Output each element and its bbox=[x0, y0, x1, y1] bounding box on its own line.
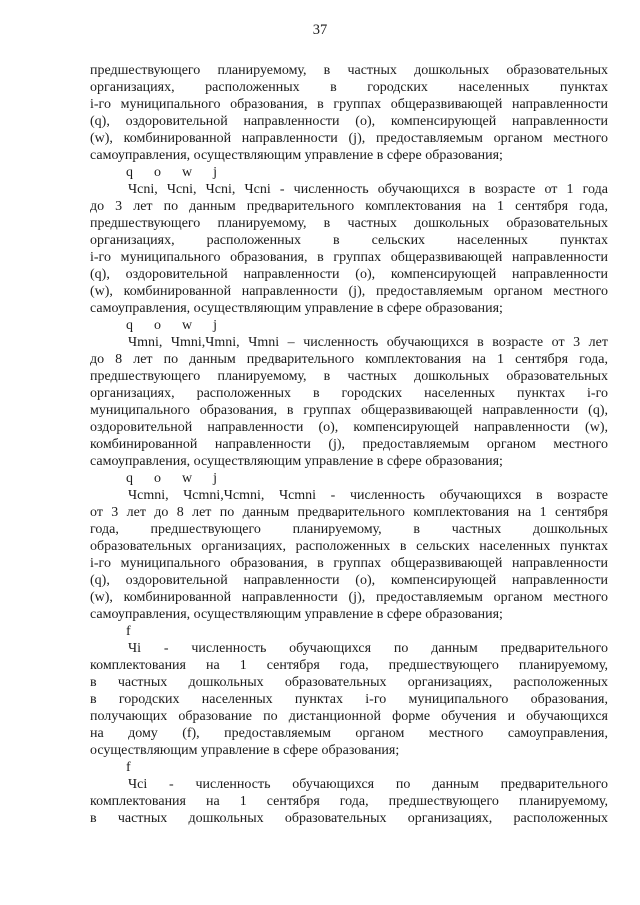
text-line: (w), комбинированной направленности (j), предоставляемым органом местного bbox=[90, 284, 608, 299]
text-line: в частных дошкольных образовательных организациях, расположенных bbox=[90, 811, 608, 826]
text-line: на дому (f), предоставляемым органом местного самоуправления, bbox=[90, 726, 608, 741]
text-line: (q), оздоровительной направленности (o), компенсирующей направленности bbox=[90, 573, 608, 588]
text-line: самоуправления, осуществляющим управление в сфере образования; bbox=[90, 148, 503, 163]
text-line: Чci - численность обучающихся по данным предварительного bbox=[128, 777, 608, 792]
text-line: до 3 лет по данным предварительного комплектования на 1 сентября года, bbox=[90, 199, 608, 214]
paragraph bbox=[90, 623, 608, 759]
superscript-index-line: f bbox=[126, 760, 131, 775]
text-line: получающих образование по дистанционной форме обучения и обучающихся bbox=[90, 709, 608, 724]
text-line: организациях, расположенных в сельских населенных пунктах bbox=[90, 233, 608, 248]
text-line: i-го муниципального образования, в группах общеразвивающей направленности bbox=[90, 250, 608, 265]
text-line: образовательных организациях, расположенных в сельских населенных пунктах bbox=[90, 539, 608, 554]
text-line: самоуправления, осуществляющим управление в сфере образования; bbox=[90, 301, 503, 316]
text-line: до 8 лет по данным предварительного комплектования на 1 сентября года, bbox=[90, 352, 608, 367]
text-line: предшествующего планируемому, в частных дошкольных образовательных bbox=[90, 369, 608, 384]
text-line: от 3 лет до 8 лет по данным предварительного комплектования на 1 сентября bbox=[90, 505, 608, 520]
paragraph bbox=[90, 759, 608, 827]
text-line: предшествующего планируемому, в частных дошкольных образовательных bbox=[90, 216, 608, 231]
text-line: Чi - численность обучающихся по данным предварительного bbox=[128, 641, 608, 656]
paragraph bbox=[90, 470, 608, 623]
text-line: муниципального образования, в группах общеразвивающей направленности (q), bbox=[90, 403, 608, 418]
text-line: Чcmni, Чcmni,Чcmni, Чcmni - численность обучающихся в возрасте bbox=[128, 488, 608, 503]
text-line: (w), комбинированной направленности (j), предоставляемым органом местного bbox=[90, 131, 608, 146]
text-line: предшествующего планируемому, в частных дошкольных образовательных bbox=[90, 63, 608, 78]
text-line: организациях, расположенных в городских населенных пунктах i-го bbox=[90, 386, 608, 401]
text-line: оздоровительной направленности (o), компенсирующей направленности (w), bbox=[90, 420, 608, 435]
superscript-index-line: q o w j bbox=[126, 471, 217, 486]
text-line: (w), комбинированной направленности (j), предоставляемым органом местного bbox=[90, 590, 608, 605]
page-number: 37 bbox=[312, 22, 328, 38]
text-line: организациях, расположенных в городских населенных пунктах bbox=[90, 80, 608, 95]
text-line: (q), оздоровительной направленности (o), компенсирующей направленности bbox=[90, 114, 608, 129]
text-line: комбинированной направленности (j), предоставляемым органом местного bbox=[90, 437, 608, 452]
text-line: осуществляющим управление в сфере образования; bbox=[90, 743, 400, 758]
text-line: комплектования на 1 сентября года, предшествующего планируемому, bbox=[90, 794, 608, 809]
text-line: i-го муниципального образования, в группах общеразвивающей направленности bbox=[90, 556, 608, 571]
text-line: комплектования на 1 сентября года, предшествующего планируемому, bbox=[90, 658, 608, 673]
text-line: самоуправления, осуществляющим управление в сфере образования; bbox=[90, 454, 503, 469]
document-body bbox=[90, 62, 608, 827]
paragraph bbox=[90, 317, 608, 470]
superscript-index-line: q o w j bbox=[126, 318, 217, 333]
text-line: в частных дошкольных образовательных организациях, расположенных bbox=[90, 675, 608, 690]
superscript-index-line: f bbox=[126, 624, 131, 639]
text-line: в городских населенных пунктах i-го муниципального образования, bbox=[90, 692, 608, 707]
paragraph bbox=[90, 164, 608, 317]
text-line: Чcni, Чcni, Чcni, Чcni - численность обучающихся в возрасте от 1 года bbox=[128, 182, 608, 197]
text-line: (q), оздоровительной направленности (o), компенсирующей направленности bbox=[90, 267, 608, 282]
text-line: самоуправления, осуществляющим управление в сфере образования; bbox=[90, 607, 503, 622]
superscript-index-line: q o w j bbox=[126, 165, 217, 180]
text-line: i-го муниципального образования, в группах общеразвивающей направленности bbox=[90, 97, 608, 112]
text-line: Чmni, Чmni,Чmni, Чmni – численность обучающихся в возрасте от 3 лет bbox=[128, 335, 608, 350]
text-line: года, предшествующего планируемому, в частных дошкольных bbox=[90, 522, 608, 537]
paragraph bbox=[90, 62, 608, 164]
